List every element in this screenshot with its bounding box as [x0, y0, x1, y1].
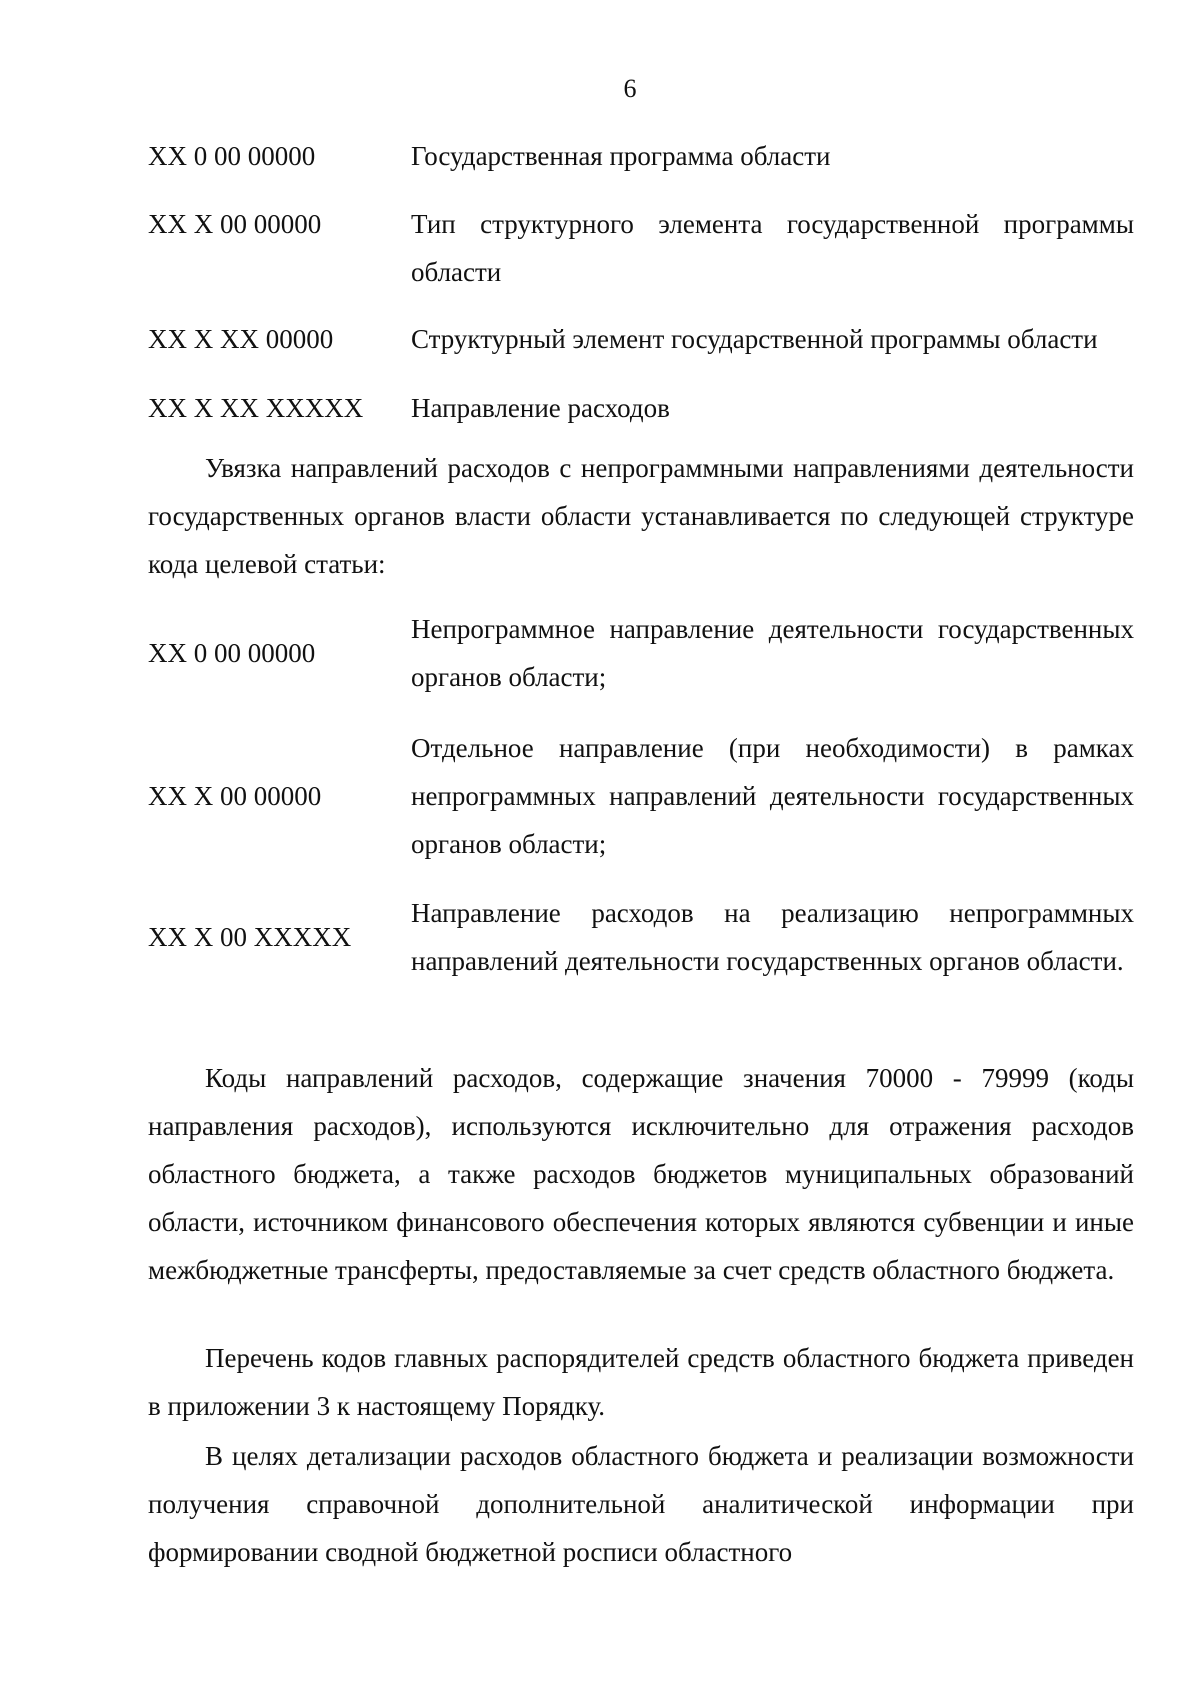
paragraph-link: Увязка направлений расходов с непрограммными направлениями деятельности государственных органов власти области устанавливается по следующей структуре кода целевой статьи:: [148, 453, 1134, 579]
code-value: ХХ Х ХХ 00000: [148, 324, 334, 354]
paragraph-list: Перечень кодов главных распорядителей средств областного бюджета приведен в приложении 3 к настоящему Порядку.: [148, 1343, 1134, 1421]
code-value: ХХ Х 00 00000: [148, 781, 322, 811]
code-value: ХХ Х 00 00000: [148, 209, 322, 239]
page-number: 6: [623, 74, 637, 103]
code-value: ХХ 0 00 00000: [148, 141, 316, 171]
code-row: [148, 724, 1134, 868]
code-value: ХХ 0 00 00000: [148, 638, 316, 668]
code-row: [148, 605, 1134, 701]
code-row: [148, 384, 1134, 432]
code-row: [148, 315, 1134, 363]
code-description: Государственная программа области: [411, 141, 831, 171]
code-row: [148, 132, 1134, 180]
code-row: [148, 889, 1134, 985]
code-row: [148, 200, 1134, 296]
code-description: Направление расходов на реализацию непрограммных направлений деятельности государственных органов области.: [411, 898, 1134, 976]
code-description: Структурный элемент государственной программы области: [411, 324, 1098, 354]
paragraph-detail: В целях детализации расходов областного бюджета и реализации возможности получения справочной дополнительной аналитической информации при формировании сводной бюджетной росписи областного: [148, 1441, 1134, 1567]
paragraph-codes: Коды направлений расходов, содержащие значения 70000 - 79999 (коды направления расходов), используются исключительно для отражения расходов областного бюджета, а также расходов бюджетов муниципальных образований области, источником финансового обеспечения которых являются субвенции и иные межбюджетные трансферты, предоставляемые за счет средств областного бюджета.: [148, 1063, 1134, 1285]
code-description: Тип структурного элемента государственной программы области: [411, 209, 1134, 287]
code-description: Непрограммное направление деятельности государственных органов области;: [411, 614, 1134, 692]
code-value: ХХ Х 00 ХХХХХ: [148, 922, 352, 952]
code-description: Направление расходов: [411, 393, 670, 423]
code-value: ХХ Х ХХ ХХХХХ: [148, 393, 364, 423]
code-description: Отдельное направление (при необходимости) в рамках непрограммных направлений деятельности государственных органов области;: [411, 733, 1134, 859]
